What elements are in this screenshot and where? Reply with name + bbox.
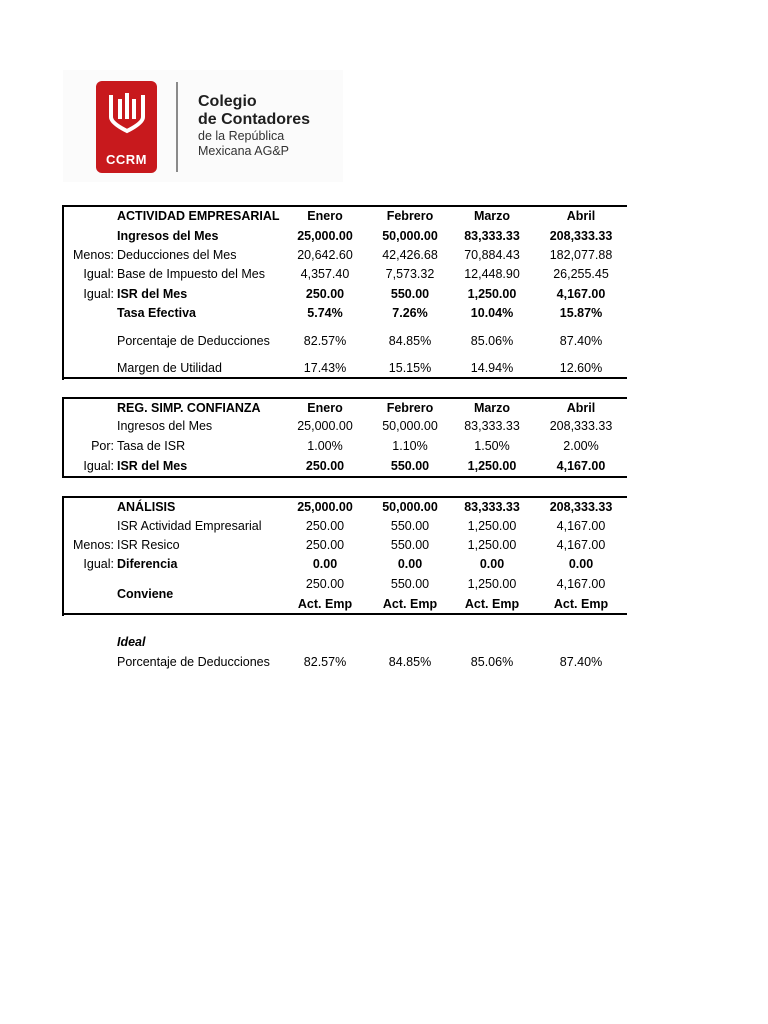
column-header-abril: Abril [566,401,596,415]
cell-abril: 4,167.00 [556,287,606,301]
cell-febrero: 50,000.00 [382,500,438,514]
cell-febrero: Act. Emp [382,597,438,611]
row-label: Ingresos del Mes [117,419,213,433]
table-bottom-rule [62,476,627,478]
cell-abril: 2.00% [563,439,599,453]
column-header-enero: Enero [307,209,343,223]
cell-abril: 182,077.88 [549,248,613,262]
cell-marzo: 0.00 [479,557,505,571]
cell-marzo: 1,250.00 [467,538,517,552]
cell-abril: 208,333.33 [549,419,613,433]
row-prefix: Igual: [83,287,114,301]
cell-abril: 208,333.33 [549,500,613,514]
resico-table [62,397,627,478]
row-prefix: Por: [91,439,114,453]
cell-enero: 20,642.60 [297,248,353,262]
table-row [62,303,627,323]
analisis-table [62,496,627,616]
cell-enero: 25,000.00 [297,500,353,514]
cell-enero: 17.43% [303,361,347,375]
logo-line-4: Mexicana AG&P [198,144,290,158]
logo-line-1: Colegio [198,93,257,110]
row-label: Base de Impuesto del Mes [117,267,265,281]
cell-abril: 87.40% [559,334,603,348]
cell-febrero: 7,573.32 [385,267,435,281]
table-row [62,436,627,456]
table-row [62,594,627,614]
column-header-enero: Enero [307,401,343,415]
logo-line-3: de la República [198,129,285,143]
row-label: Porcentaje de Deducciones [117,334,270,348]
table-row [62,245,627,265]
table-row [62,226,627,246]
cell-febrero: 84.85% [388,334,432,348]
table-row [62,456,627,476]
cell-abril: 26,255.45 [553,267,609,281]
cell-marzo: 12,448.90 [464,267,520,281]
cell-marzo: 83,333.33 [464,419,520,433]
actividad-empresarial-table [62,205,627,380]
cell-enero: Act. Emp [297,597,353,611]
section-title: ACTIVIDAD EMPRESARIAL [117,209,280,223]
cell-marzo: 70,884.43 [464,248,520,262]
row-label: Porcentaje de Deducciones [117,655,270,669]
table-bottom-rule [62,613,627,615]
row-prefix: Menos: [73,538,114,552]
cell-marzo: 1,250.00 [467,577,517,591]
cell-marzo: 85.06% [470,655,514,669]
table-row [62,284,627,304]
row-label: Ingresos del Mes [117,229,219,243]
cell-enero: 82.57% [303,655,347,669]
cell-marzo: 83,333.33 [464,229,520,243]
cell-enero: 250.00 [305,519,345,533]
ccrm-badge [96,81,157,173]
table-row [62,554,627,574]
cell-febrero: 7.26% [392,306,428,320]
column-header-marzo: Marzo [473,209,511,223]
table-row [62,535,627,555]
cell-marzo: 83,333.33 [464,500,520,514]
table-row [62,516,627,536]
section-title: ANÁLISIS [117,500,176,514]
row-label: ISR Resico [117,538,180,552]
cell-marzo: 85.06% [470,334,514,348]
row-label: ISR Actividad Empresarial [117,519,262,533]
table-row [62,331,627,351]
cell-febrero: 550.00 [390,287,430,301]
row-prefix: Igual: [83,459,114,473]
section-title: Ideal [117,635,146,649]
logo [63,70,343,182]
table-row [62,652,627,672]
table-header-row [62,497,627,517]
cell-marzo: 1,250.00 [467,459,517,473]
cell-febrero: 84.85% [388,655,432,669]
row-label: Deducciones del Mes [117,248,237,262]
cell-marzo: 1,250.00 [467,287,517,301]
row-label: ISR del Mes [117,459,188,473]
row-label: Tasa de ISR [117,439,186,453]
cell-febrero: 550.00 [390,519,430,533]
cell-enero: 1.00% [307,439,343,453]
cell-febrero: 550.00 [390,577,430,591]
cell-enero: 0.00 [312,557,338,571]
table-row [62,358,627,378]
cell-marzo: Act. Emp [464,597,520,611]
cell-abril: 12.60% [559,361,603,375]
table-bottom-rule [62,377,627,379]
table-row [62,264,627,284]
cell-abril: 0.00 [568,557,594,571]
cell-febrero: 42,426.68 [382,248,438,262]
row-prefix: Igual: [83,267,114,281]
cell-abril: 208,333.33 [549,229,613,243]
cell-enero: 250.00 [305,287,345,301]
cell-abril: 4,167.00 [556,459,606,473]
row-label: Diferencia [117,557,178,571]
column-header-febrero: Febrero [386,401,434,415]
cell-enero: 250.00 [305,577,345,591]
logo-text [198,93,310,159]
section-title: REG. SIMP. CONFIANZA [117,401,261,415]
table-header-row [62,398,627,418]
cell-abril: 4,167.00 [556,577,606,591]
cell-enero: 250.00 [305,538,345,552]
cell-abril: 15.87% [559,306,603,320]
cell-febrero: 0.00 [397,557,423,571]
table-header-row [62,206,627,226]
table-row [62,416,627,436]
cell-febrero: 50,000.00 [382,229,438,243]
cell-enero: 250.00 [305,459,345,473]
logo-badge-text: CCRM [106,152,147,167]
cell-febrero: 1.10% [392,439,428,453]
cell-marzo: 14.94% [470,361,514,375]
cell-enero: 25,000.00 [297,419,353,433]
cell-abril: 4,167.00 [556,519,606,533]
column-header-febrero: Febrero [386,209,434,223]
row-label: Margen de Utilidad [117,361,222,375]
row-label: Tasa Efectiva [117,306,196,320]
logo-line-2: de Contadores [198,111,311,128]
cell-abril: 4,167.00 [556,538,606,552]
cell-febrero: 550.00 [390,459,430,473]
ideal-section [62,632,627,676]
cell-marzo: 10.04% [470,306,514,320]
row-prefix: Menos: [73,248,114,262]
cell-febrero: 550.00 [390,538,430,552]
row-prefix: Igual: [83,557,114,571]
logo-divider [176,82,178,172]
ideal-title-row [62,632,627,652]
cell-abril: Act. Emp [553,597,609,611]
cell-enero: 5.74% [307,306,343,320]
column-header-abril: Abril [566,209,596,223]
cell-marzo: 1,250.00 [467,519,517,533]
cell-febrero: 15.15% [388,361,432,375]
column-header-marzo: Marzo [473,401,511,415]
row-label: Conviene [117,587,174,601]
cell-enero: 25,000.00 [297,229,353,243]
cell-abril: 87.40% [559,655,603,669]
cell-enero: 4,357.40 [300,267,350,281]
cell-enero: 82.57% [303,334,347,348]
row-label: ISR del Mes [117,287,188,301]
pencil-hand-icon [107,87,147,139]
cell-febrero: 50,000.00 [382,419,438,433]
cell-marzo: 1.50% [474,439,510,453]
